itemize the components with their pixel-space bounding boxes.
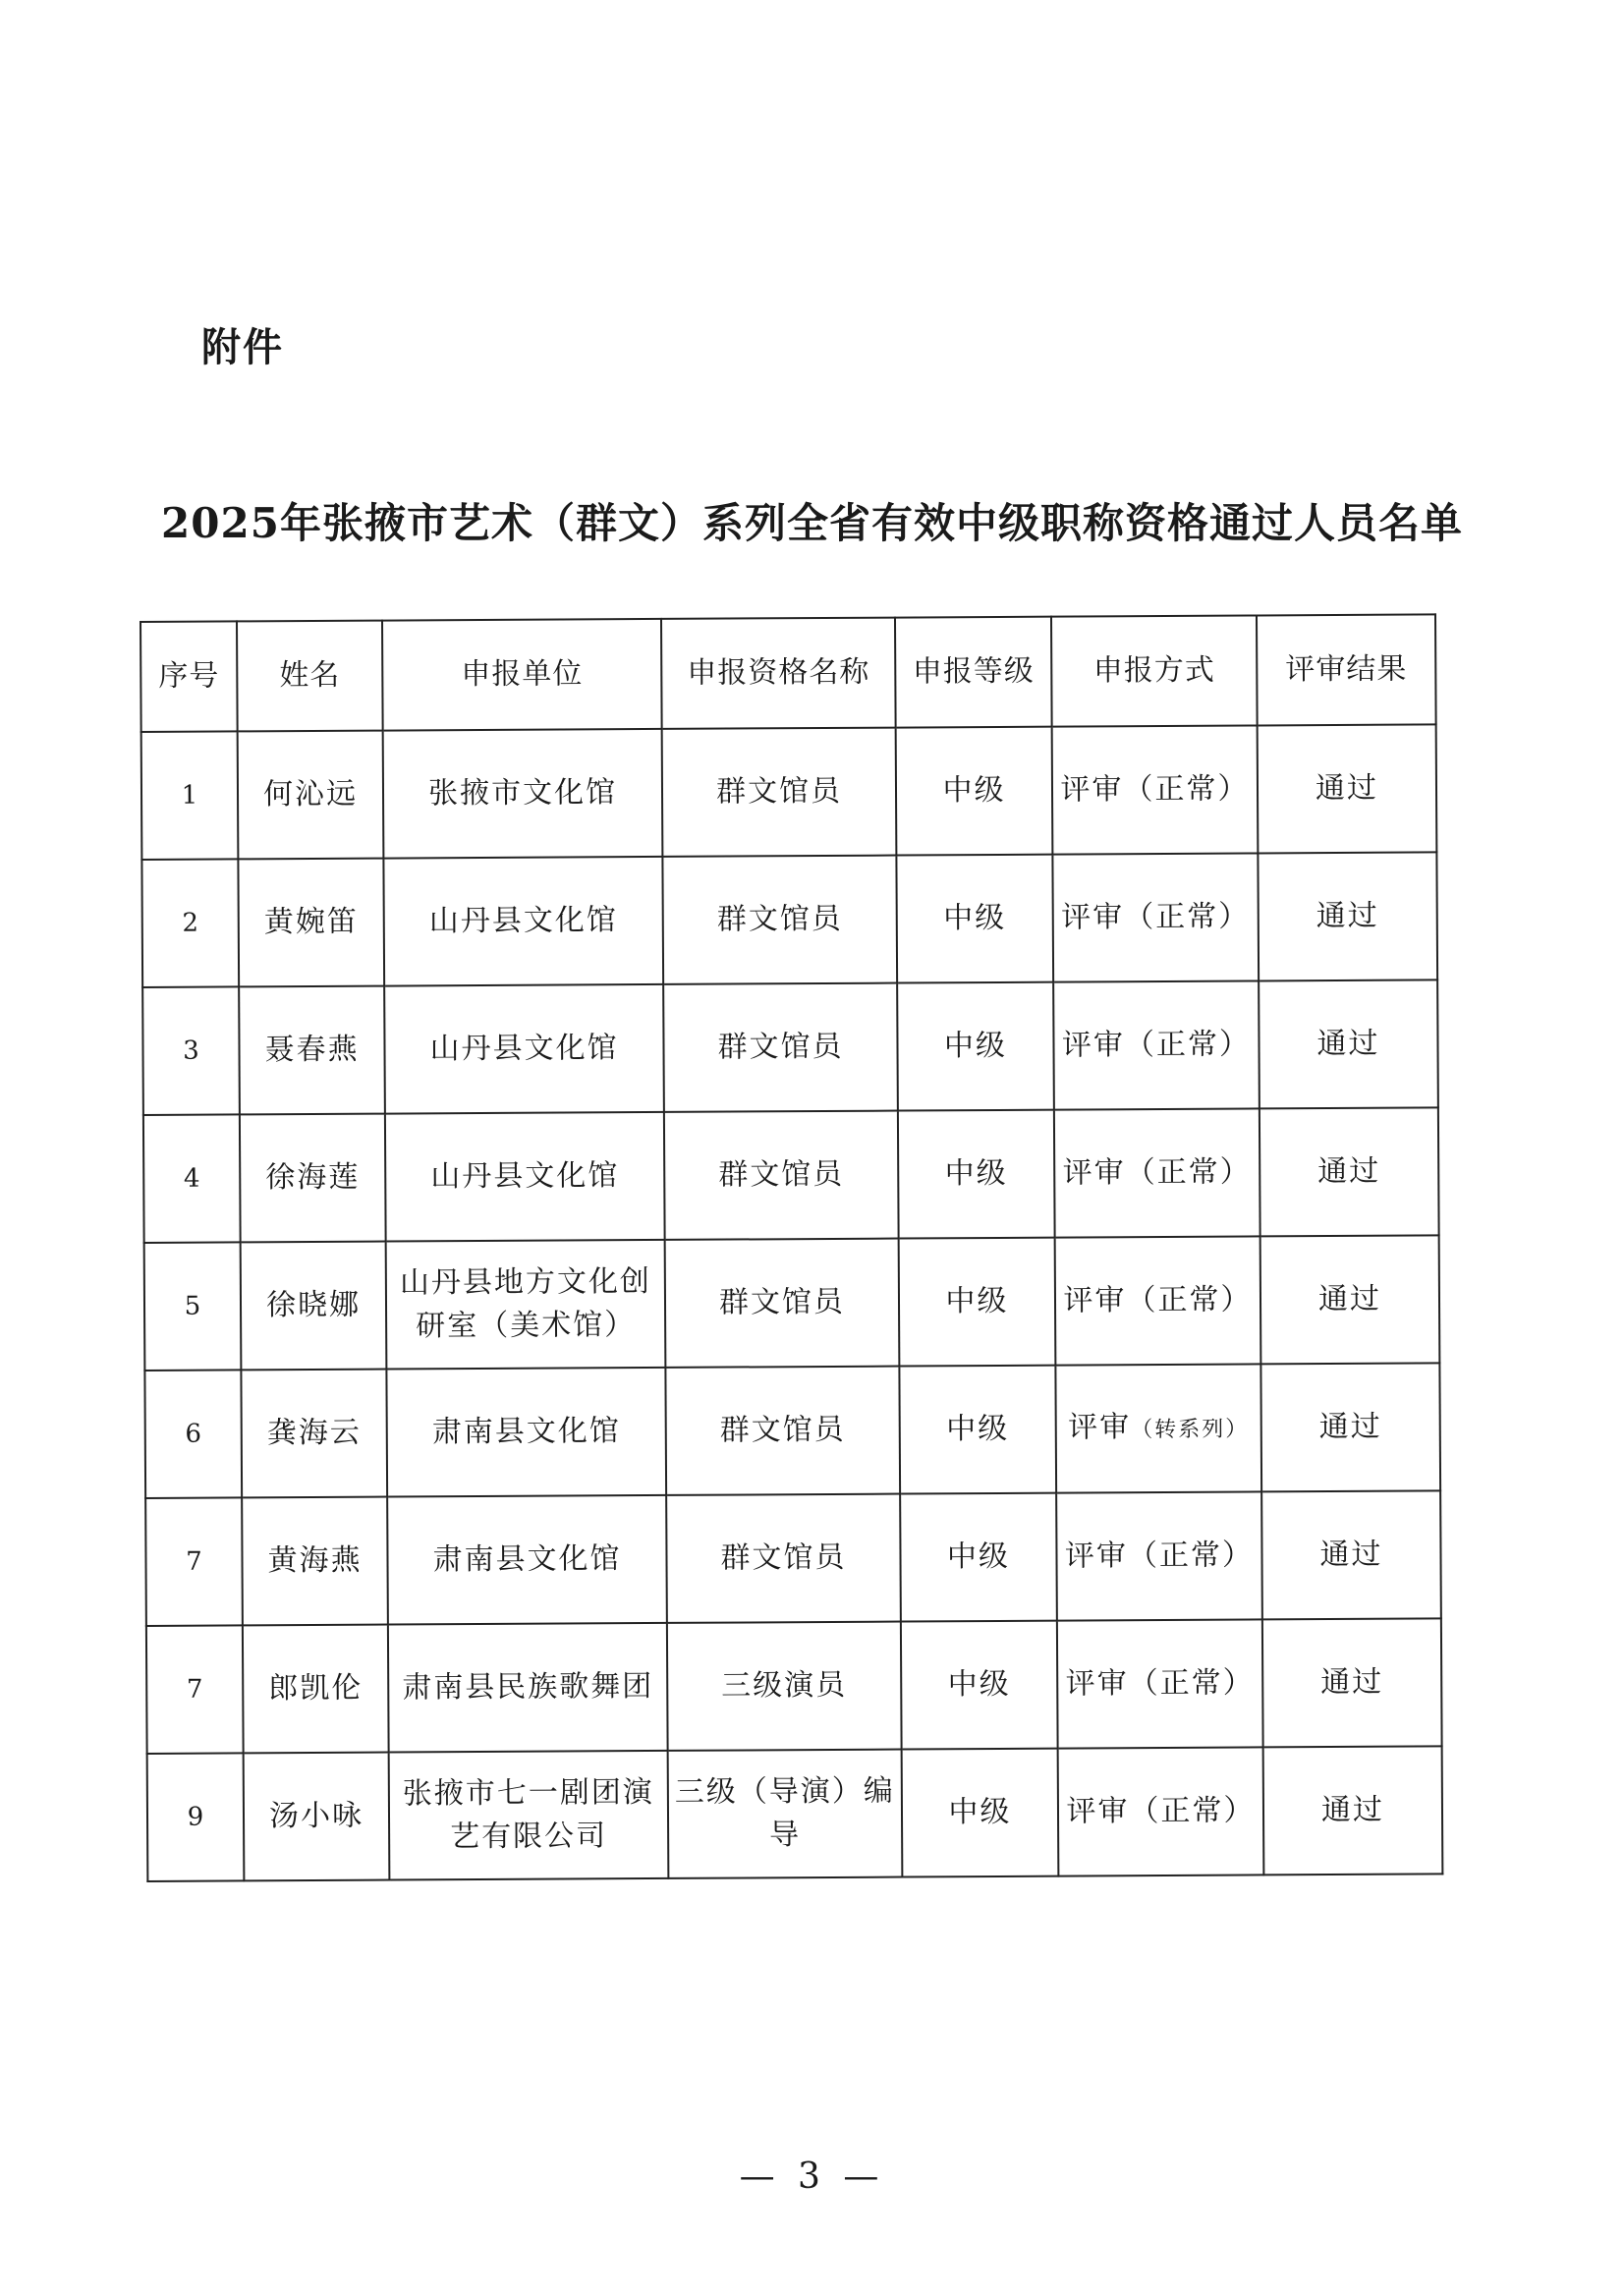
header-index: 序号 xyxy=(140,621,238,732)
cell-result: 通过 xyxy=(1258,852,1437,980)
cell-unit: 山丹县地方文化创研室（美术馆） xyxy=(386,1240,666,1370)
cell-unit: 山丹县文化馆 xyxy=(383,857,663,986)
page-number: — 3 — xyxy=(739,2156,885,2197)
cell-index: 7 xyxy=(145,1497,243,1626)
cell-unit: 山丹县文化馆 xyxy=(385,1112,665,1242)
cell-name: 郎凯伦 xyxy=(243,1625,389,1754)
cell-qualification: 群文馆员 xyxy=(666,1494,901,1623)
cell-index: 6 xyxy=(144,1370,242,1498)
cell-name: 黄海燕 xyxy=(242,1497,388,1626)
cell-method: 评审（正常） xyxy=(1053,980,1260,1109)
cell-level: 中级 xyxy=(896,727,1053,856)
cell-index: 7 xyxy=(146,1625,244,1754)
table-row xyxy=(144,1363,1440,1498)
cell-result: 通过 xyxy=(1260,1363,1440,1491)
table-row xyxy=(141,852,1437,987)
cell-result: 通过 xyxy=(1260,1235,1440,1364)
cell-name: 何沁远 xyxy=(238,731,384,860)
cell-method-main: 评审 xyxy=(1068,1409,1132,1445)
cell-index: 2 xyxy=(141,859,239,987)
header-name: 姓名 xyxy=(237,621,383,732)
cell-method: 评审（正常） xyxy=(1054,1108,1260,1237)
cell-unit: 张掖市七一剧团演艺有限公司 xyxy=(389,1751,669,1880)
cell-level: 中级 xyxy=(896,855,1053,983)
cell-level: 中级 xyxy=(902,1749,1059,1877)
cell-method: 评审（正常） xyxy=(1057,1619,1263,1748)
header-unit: 申报单位 xyxy=(382,619,662,731)
header-qualification: 申报资格名称 xyxy=(661,618,896,729)
cell-method: 评审（正常） xyxy=(1055,1236,1261,1365)
cell-unit: 肃南县文化馆 xyxy=(387,1495,667,1625)
cell-result: 通过 xyxy=(1263,1746,1443,1875)
cell-method: 评审（正常） xyxy=(1052,853,1259,981)
cell-name: 黄婉笛 xyxy=(238,859,384,987)
cell-unit: 张掖市文化馆 xyxy=(383,729,663,859)
cell-result: 通过 xyxy=(1258,724,1437,853)
cell-unit: 山丹县文化馆 xyxy=(384,984,664,1114)
cell-result: 通过 xyxy=(1262,1618,1442,1747)
cell-name: 龚海云 xyxy=(241,1370,387,1498)
cell-index: 5 xyxy=(144,1242,242,1371)
cell-result: 通过 xyxy=(1261,1490,1441,1619)
cell-qualification: 群文馆员 xyxy=(665,1239,900,1368)
table-row xyxy=(143,1107,1439,1243)
cell-level: 中级 xyxy=(899,1366,1056,1494)
cell-result: 通过 xyxy=(1259,980,1438,1108)
cell-qualification: 群文馆员 xyxy=(662,728,897,857)
cell-index: 4 xyxy=(143,1114,241,1243)
cell-name: 汤小咏 xyxy=(244,1753,390,1881)
roster-table xyxy=(140,613,1443,1882)
cell-name: 徐晓娜 xyxy=(241,1242,387,1371)
cell-method: 评审（正常） xyxy=(1058,1747,1264,1875)
cell-method: 评审（正常） xyxy=(1056,1491,1262,1620)
table-row xyxy=(147,1746,1443,1881)
cell-qualification: 群文馆员 xyxy=(663,983,898,1112)
cell-level: 中级 xyxy=(900,1493,1057,1622)
cell-qualification: 群文馆员 xyxy=(665,1367,900,1495)
cell-result: 通过 xyxy=(1260,1107,1439,1236)
cell-method xyxy=(1055,1364,1261,1492)
table-header-row xyxy=(140,614,1436,732)
table-row xyxy=(144,1235,1440,1371)
document-title: 2025年张掖市艺术（群文）系列全省有效中级职称资格通过人员名单 xyxy=(161,499,1463,547)
cell-level: 中级 xyxy=(898,1110,1055,1239)
cell-method-note: （转系列） xyxy=(1131,1417,1250,1442)
cell-unit: 肃南县民族歌舞团 xyxy=(388,1623,668,1753)
cell-qualification: 三级演员 xyxy=(667,1622,902,1751)
header-level: 申报等级 xyxy=(895,617,1052,728)
header-method: 申报方式 xyxy=(1051,615,1258,726)
cell-qualification: 群文馆员 xyxy=(664,1111,899,1240)
cell-name: 徐海莲 xyxy=(240,1114,386,1243)
cell-qualification: 三级（导演）编导 xyxy=(668,1750,903,1878)
table-row xyxy=(142,980,1438,1115)
cell-method: 评审（正常） xyxy=(1052,725,1259,854)
table-row xyxy=(141,724,1437,860)
cell-unit: 肃南县文化馆 xyxy=(386,1368,666,1497)
cell-level: 中级 xyxy=(899,1238,1056,1367)
cell-index: 1 xyxy=(141,731,239,860)
table-row xyxy=(145,1490,1441,1626)
attachment-label: 附件 xyxy=(201,325,284,370)
cell-name: 聂春燕 xyxy=(239,986,385,1115)
cell-index: 9 xyxy=(147,1753,245,1881)
table-row xyxy=(146,1618,1442,1754)
cell-index: 3 xyxy=(142,986,240,1115)
cell-level: 中级 xyxy=(897,982,1054,1111)
cell-level: 中级 xyxy=(901,1621,1058,1750)
header-result: 评审结果 xyxy=(1257,614,1436,725)
roster-table-wrapper xyxy=(140,613,1441,1882)
cell-qualification: 群文馆员 xyxy=(662,856,897,984)
